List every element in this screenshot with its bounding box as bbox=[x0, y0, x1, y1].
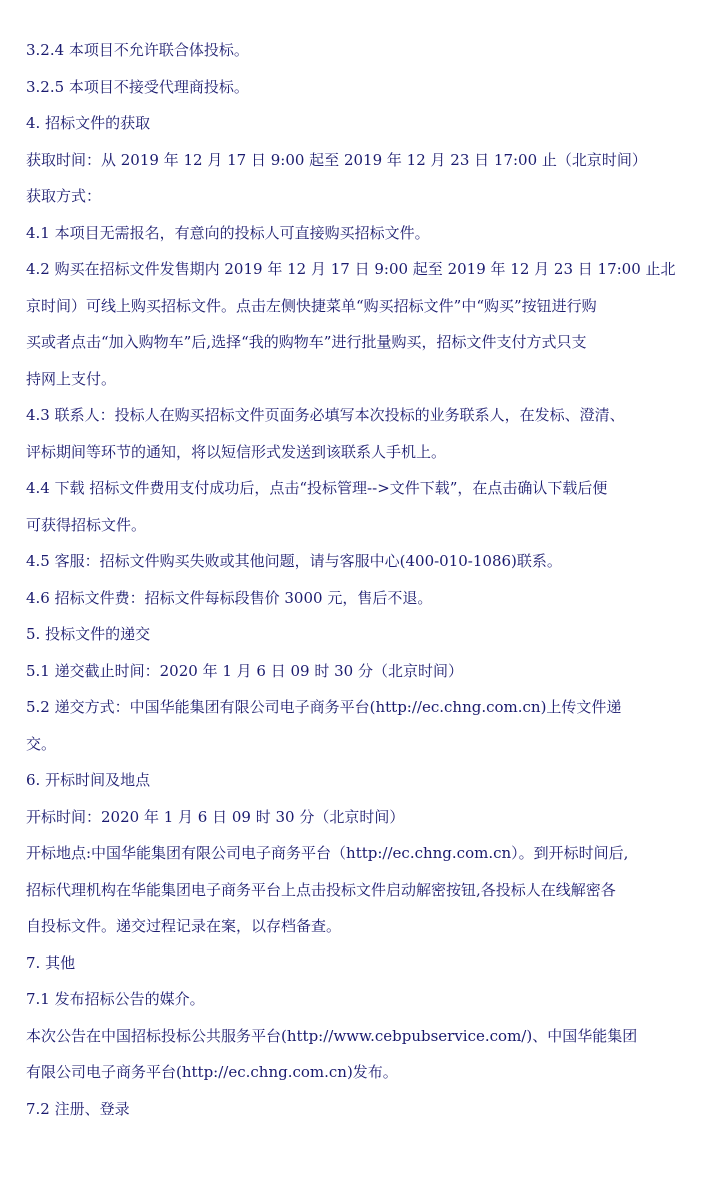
clause-3-2-4: 3.2.4 本项目不允许联合体投标。 bbox=[26, 41, 249, 59]
clause-4-2-line-3: 买或者点击“加入购物车”后,选择“我的购物车”进行批量购买，招标文件支付方式只支 bbox=[26, 333, 587, 351]
clause-4-4-line-1: 4.4 下载 招标文件费用支付成功后，点击“投标管理-->文件下载”，在点击确认下载后便 bbox=[26, 479, 608, 497]
clause-4-2-line-4: 持网上支付。 bbox=[26, 369, 117, 388]
clause-4-1: 4.1 本项目无需报名，有意向的投标人可直接购买招标文件。 bbox=[26, 223, 430, 242]
announcement-media-line-2: 有限公司电子商务平台(http://ec.chng.com.cn)发布。 bbox=[26, 1063, 398, 1081]
opening-location-line-2: 招标代理机构在华能集团电子商务平台上点击投标文件启动解密按钮,各投标人在线解密各 bbox=[26, 880, 616, 899]
clause-7-1: 7.1 发布招标公告的媒介。 bbox=[26, 990, 205, 1008]
clause-4-3-line-1: 4.3 联系人：投标人在购买招标文件页面务必填写本次投标的业务联系人，在发标、澄清、 bbox=[26, 406, 625, 424]
opening-time: 开标时间：2020 年 1 月 6 日 09 时 30 分（北京时间） bbox=[26, 807, 405, 826]
acquisition-time: 获取时间：从 2019 年 12 月 17 日 9:00 起至 2019 年 12 月 23 日 17:00 止（北京时间） bbox=[26, 150, 647, 169]
section-6-heading: 6. 开标时间及地点 bbox=[26, 771, 151, 789]
clause-5-2-line-1: 5.2 递交方式：中国华能集团有限公司电子商务平台(http://ec.chng.com.cn)上传文件递 bbox=[26, 698, 622, 716]
opening-location-line-3: 自投标文件。递交过程记录在案，以存档备查。 bbox=[26, 917, 342, 935]
acquisition-method-label: 获取方式： bbox=[26, 187, 102, 205]
section-7-heading: 7. 其他 bbox=[26, 953, 76, 972]
clause-4-2-line-2: 京时间）可线上购买招标文件。点击左侧快捷菜单“购买招标文件”中“购买”按钮进行购 bbox=[26, 296, 597, 315]
clause-7-2: 7.2 注册、登录 bbox=[26, 1099, 130, 1118]
clause-5-2-line-2: 交。 bbox=[26, 734, 57, 753]
clause-5-1: 5.1 递交截止时间：2020 年 1 月 6 日 09 时 30 分（北京时间） bbox=[26, 661, 463, 680]
clause-4-2-line-1: 4.2 购买在招标文件发售期内 2019 年 12 月 17 日 9:00 起至 2019 年 12 月 23 日 17:00 止北 bbox=[26, 260, 676, 278]
section-5-heading: 5. 投标文件的递交 bbox=[26, 625, 151, 643]
clause-4-4-line-2: 可获得招标文件。 bbox=[26, 515, 147, 534]
section-4-heading: 4. 招标文件的获取 bbox=[26, 114, 151, 132]
clause-4-5: 4.5 客服：招标文件购买失败或其他问题，请与客服中心(400-010-1086)联系。 bbox=[26, 552, 562, 570]
document-body bbox=[26, 32, 690, 1127]
clause-4-3-line-2: 评标期间等环节的通知，将以短信形式发送到该联系人手机上。 bbox=[26, 442, 447, 461]
clause-3-2-5: 3.2.5 本项目不接受代理商投标。 bbox=[26, 77, 249, 96]
opening-location-line-1: 开标地点:中国华能集团有限公司电子商务平台（http://ec.chng.com.cn）。到开标时间后, bbox=[26, 844, 629, 862]
announcement-media-line-1: 本次公告在中国招标投标公共服务平台(http://www.cebpubservice.com/)、中国华能集团 bbox=[26, 1026, 638, 1045]
clause-4-6: 4.6 招标文件费：招标文件每标段售价 3000 元，售后不退。 bbox=[26, 588, 433, 607]
